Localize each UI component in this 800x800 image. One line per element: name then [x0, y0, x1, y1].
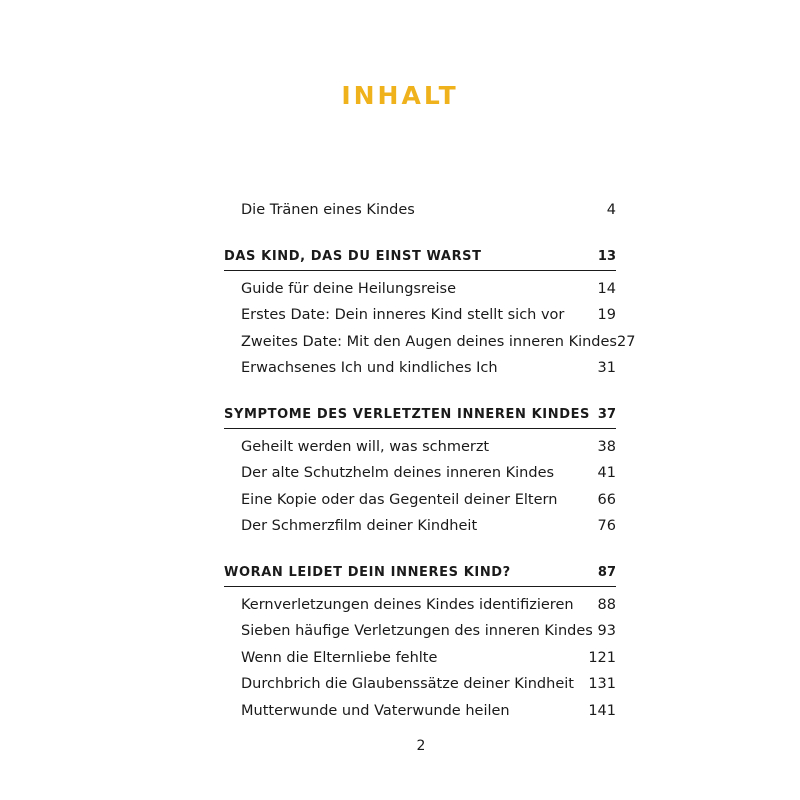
- toc-entry: [224, 487, 616, 514]
- toc-entry: [224, 698, 616, 725]
- toc-entry: [224, 276, 616, 303]
- toc-entry-page: 41: [597, 465, 616, 481]
- toc-entry-label: Geheilt werden will, was schmerzt: [241, 438, 490, 455]
- toc-entry-page: 4: [606, 202, 616, 218]
- toc-entry-label: Mutterwunde und Vaterwunde heilen: [241, 702, 510, 719]
- toc-entry-label: Guide für deine Heilungsreise: [241, 280, 457, 297]
- toc-entry-page: 131: [588, 676, 616, 692]
- toc-entry: [224, 329, 636, 356]
- toc-entry-label: Die Tränen eines Kindes: [241, 202, 415, 218]
- toc-entry-page: 31: [597, 360, 616, 376]
- toc-entry-label: Erwachsenes Ich und kindliches Ich: [241, 360, 498, 376]
- toc-section-heading: [224, 560, 616, 587]
- toc-entry-label: Zweites Date: Mit den Augen deines inneren Kindes: [241, 333, 617, 350]
- page-title: INHALT: [341, 81, 459, 110]
- toc-entry-label: Erstes Date: Dein inneres Kind stellt sich vor: [241, 307, 565, 323]
- toc-section-heading: [224, 402, 616, 429]
- toc-entry-page: 66: [597, 491, 616, 508]
- toc-section-heading: [224, 244, 616, 271]
- toc-entry: [224, 513, 616, 540]
- toc-entry-label: Der Schmerzfilm deiner Kindheit: [241, 518, 478, 534]
- toc-entry-label: Wenn die Elternliebe fehlte: [241, 649, 438, 666]
- page-number: 2: [416, 738, 426, 754]
- toc-entry-page: 14: [597, 280, 616, 297]
- section-page: 13: [597, 248, 616, 264]
- toc-entry-intro: [224, 197, 616, 224]
- toc-entry: [224, 434, 616, 461]
- table-of-contents: [224, 197, 636, 724]
- toc-entry-label: Durchbrich die Glaubenssätze deiner Kindheit: [241, 676, 574, 692]
- toc-entry-page: 38: [597, 438, 616, 455]
- toc-entry-label: Sieben häufige Verletzungen des inneren Kindes: [241, 623, 593, 639]
- toc-entry: [224, 618, 616, 645]
- section-title: WORAN LEIDET DEIN INNERES KIND?: [224, 564, 511, 580]
- toc-entry-page: 141: [588, 702, 616, 719]
- toc-entry-page: 88: [597, 596, 616, 613]
- toc-entry: [224, 302, 616, 329]
- toc-entry: [224, 592, 616, 619]
- toc-entry-label: Kernverletzungen deines Kindes identifizieren: [241, 596, 574, 613]
- toc-entry-page: 76: [597, 518, 616, 534]
- section-page: 37: [597, 406, 616, 422]
- section-page: 87: [597, 564, 616, 580]
- toc-entry-page: 27: [616, 333, 636, 350]
- toc-entry-page: 93: [597, 623, 616, 639]
- toc-entry-page: 19: [597, 307, 616, 323]
- toc-entry-page: 121: [588, 649, 616, 666]
- toc-entry: [224, 355, 616, 382]
- toc-entry-label: Der alte Schutzhelm deines inneren Kindes: [241, 465, 555, 481]
- toc-entry: [224, 671, 616, 698]
- toc-entry-label: Eine Kopie oder das Gegenteil deiner Eltern: [241, 491, 558, 508]
- section-title: SYMPTOME DES VERLETZTEN INNEREN KINDES: [224, 406, 591, 422]
- section-title: DAS KIND, DAS DU EINST WARST: [224, 248, 482, 264]
- toc-entry: [224, 645, 616, 672]
- toc-entry: [224, 460, 616, 487]
